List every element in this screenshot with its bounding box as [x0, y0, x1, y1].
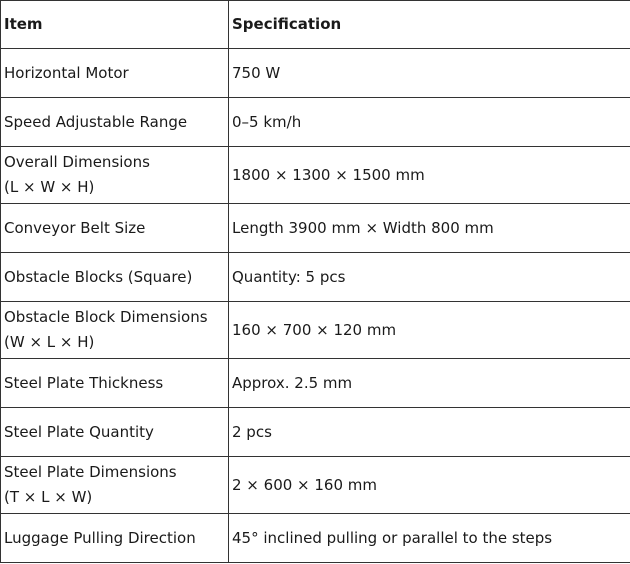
item-cell — [1, 457, 229, 514]
table-row — [1, 408, 630, 457]
table-row — [1, 302, 630, 359]
spec-cell: Length 3900 mm × Width 800 mm — [229, 204, 630, 253]
item-label: Obstacle Blocks (Square) — [4, 267, 193, 286]
table-row — [1, 147, 630, 204]
item-cell — [1, 302, 229, 359]
spec-cell: 2 pcs — [229, 408, 630, 457]
item-label: Steel Plate Thickness — [4, 373, 164, 392]
item-label: Overall Dimensions — [4, 153, 150, 171]
spec-cell: Approx. 2.5 mm — [229, 359, 630, 408]
table-row — [1, 98, 630, 147]
item-cell — [1, 147, 229, 204]
table-header-row — [1, 1, 630, 49]
item-label: Steel Plate Dimensions — [4, 463, 177, 481]
table-row — [1, 253, 630, 302]
item-label: Obstacle Block Dimensions — [4, 308, 208, 326]
item-label: Steel Plate Quantity — [4, 422, 154, 441]
table-row — [1, 359, 630, 408]
table-row — [1, 49, 630, 98]
spec-cell: 0–5 km/h — [229, 98, 630, 147]
spec-cell: 1800 × 1300 × 1500 mm — [229, 147, 630, 204]
spec-cell: Quantity: 5 pcs — [229, 253, 630, 302]
item-label-sub: (W × L × H) — [4, 333, 95, 351]
table-row — [1, 204, 630, 253]
item-cell — [1, 359, 229, 408]
item-cell — [1, 514, 229, 563]
item-label: Horizontal Motor — [4, 63, 129, 82]
item-label: Luggage Pulling Direction — [4, 528, 196, 547]
item-cell — [1, 49, 229, 98]
item-label-sub: (T × L × W) — [4, 488, 93, 506]
spec-cell: 2 × 600 × 160 mm — [229, 457, 630, 514]
header-specification: Specification — [229, 1, 630, 49]
table-row — [1, 514, 630, 563]
item-cell — [1, 204, 229, 253]
spec-cell: 45° inclined pulling or parallel to the steps — [229, 514, 630, 563]
item-cell — [1, 408, 229, 457]
item-label: Conveyor Belt Size — [4, 218, 146, 237]
item-cell — [1, 253, 229, 302]
item-label: Speed Adjustable Range — [4, 112, 188, 131]
spec-cell: 160 × 700 × 120 mm — [229, 302, 630, 359]
table-row — [1, 457, 630, 514]
spec-cell: 750 W — [229, 49, 630, 98]
header-item: Item — [1, 1, 229, 49]
item-cell — [1, 98, 229, 147]
item-label-sub: (L × W × H) — [4, 178, 95, 196]
